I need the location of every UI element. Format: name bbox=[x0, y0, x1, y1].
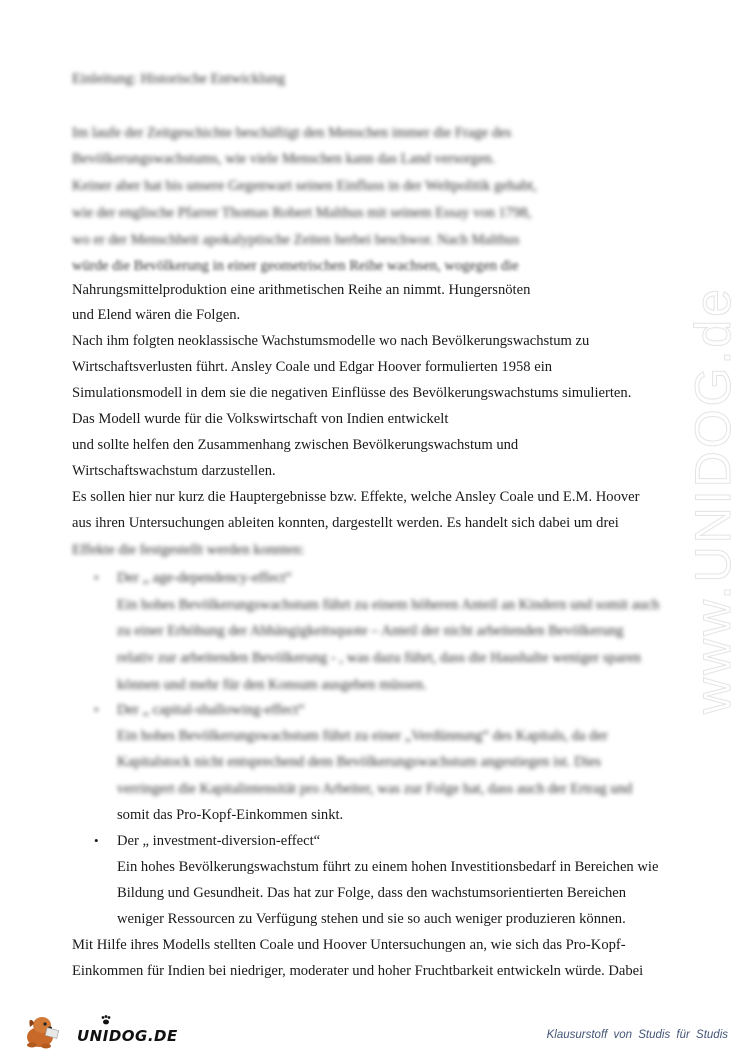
text-line: Simulationsmodell in dem sie die negativen Einflüsse des Bevölkerungswachstums simulierten. bbox=[72, 385, 632, 401]
bullet-text-line: Ein hohes Bevölkerungswachstum führt zu einem höheren Anteil an Kindern und somit auch bbox=[117, 597, 660, 613]
text-line: Das Modell wurde für die Volkswirtschaft von Indien entwickelt bbox=[72, 411, 449, 427]
bullet-text-line: weniger Ressourcen zu Verfügung stehen und sie so auch weniger produzieren können. bbox=[117, 911, 626, 927]
footer-tagline: Klausurstoff von Studis für Studis bbox=[546, 1029, 728, 1041]
text-line: Mit Hilfe ihres Modells stellten Coale und Hoover Untersuchungen an, wie sich das Pro-Kopf- bbox=[72, 937, 626, 953]
bullet-marker: • bbox=[94, 570, 99, 585]
bullet-text-line: Bildung und Gesundheit. Das hat zur Folge, dass den wachstumsorientierten Bereichen bbox=[117, 885, 627, 901]
dog-mascot-icon bbox=[22, 1013, 74, 1049]
bullet-text-line: relativ zur arbeitenden Bevölkerung - , was dazu führt, dass die Haushalte weniger sparen bbox=[117, 650, 641, 666]
bullet-marker: • bbox=[94, 833, 99, 848]
bullet-text-line: Ein hohes Bevölkerungswachstum führt zu einer „Verdünnung“ des Kapitals, da der bbox=[117, 728, 608, 744]
section-heading: Einleitung: Historische Entwicklung bbox=[72, 71, 286, 87]
text-line: Wirtschaftswachstum darzustellen. bbox=[72, 463, 276, 479]
text-line: Nach ihm folgten neoklassische Wachstumsmodelle wo nach Bevölkerungswachstum zu bbox=[72, 333, 590, 349]
bullet-text-line: Kapitalstock nicht entsprechend dem Bevölkerungswachstum angestiegen ist. Dies bbox=[117, 754, 601, 770]
text-line: Wirtschaftsverlusten führt. Ansley Coale und Edgar Hoover formulierten 1958 ein bbox=[72, 359, 553, 375]
bullet-text-line: Ein hohes Bevölkerungswachstum führt zu einem hohen Investitionsbedarf in Bereichen wie bbox=[117, 859, 659, 875]
bullet-title: Der „ capital-shallowing-effect“ bbox=[117, 702, 305, 718]
bullet-text-line: zu einer Erhöhung der Abhängigkeitsquote – Anteil der nicht arbeitenden Bevölkerung bbox=[117, 623, 624, 639]
bullet-text-line: somit das Pro-Kopf-Einkommen sinkt. bbox=[117, 807, 344, 823]
text-line: Einkommen für Indien bei niedriger, moderater und hoher Fruchtbarkeit entwickeln würde. Dabei bbox=[72, 963, 644, 979]
text-line: Effekte die festgestellt werden konnten: bbox=[72, 542, 305, 558]
watermark: www.UNIDOG.de bbox=[685, 286, 741, 714]
bullet-text-line: können und mehr für den Konsum ausgeben müssen. bbox=[117, 677, 427, 693]
text-line: Es sollen hier nur kurz die Hauptergebnisse bzw. Effekte, welche Ansley Coale und E.M. Hoover bbox=[72, 489, 640, 505]
bullet-marker: • bbox=[94, 702, 99, 717]
paw-icon bbox=[100, 1015, 112, 1025]
unidog-logo[interactable] bbox=[22, 1013, 178, 1049]
logo-text: UNIDOG.DE bbox=[77, 1027, 178, 1045]
text-line: wo er der Menschheit apokalyptische Zeiten herbei beschwor. Nach Malthus bbox=[72, 232, 520, 248]
text-line: Keiner aber hat bis unsere Gegenwart seinen Einfluss in der Weltpolitik gehabt, bbox=[72, 178, 537, 194]
text-line: würde die Bevölkerung in einer geometrischen Reihe wachsen, wogegen die bbox=[72, 258, 519, 274]
bullet-title: Der „ investment-diversion-effect“ bbox=[117, 833, 321, 849]
text-line: und sollte helfen den Zusammenhang zwischen Bevölkerungswachstum und bbox=[72, 437, 519, 453]
bullet-title: Der „ age-dependency-effect“ bbox=[117, 570, 292, 586]
text-line: Im laufe der Zeitgeschichte beschäftigt den Menschen immer die Frage des bbox=[72, 125, 512, 141]
text-line: wie der englische Pfarrer Thomas Robert Malthus mit seinem Essay von 1798, bbox=[72, 205, 532, 221]
text-line: Bevölkerungswachstums, wie viele Menschen kann das Land versorgen. bbox=[72, 151, 496, 167]
text-line: aus ihren Untersuchungen ableiten konnten, dargestellt werden. Es handelt sich dabei um drei bbox=[72, 515, 619, 531]
text-line: Nahrungsmittelproduktion eine arithmetischen Reihe an nimmt. Hungersnöten bbox=[72, 282, 531, 298]
text-line: und Elend wären die Folgen. bbox=[72, 307, 241, 323]
bullet-text-line: verringert die Kapitalintensität pro Arbeiter, was zur Folge hat, dass auch der Ertrag und bbox=[117, 781, 633, 797]
